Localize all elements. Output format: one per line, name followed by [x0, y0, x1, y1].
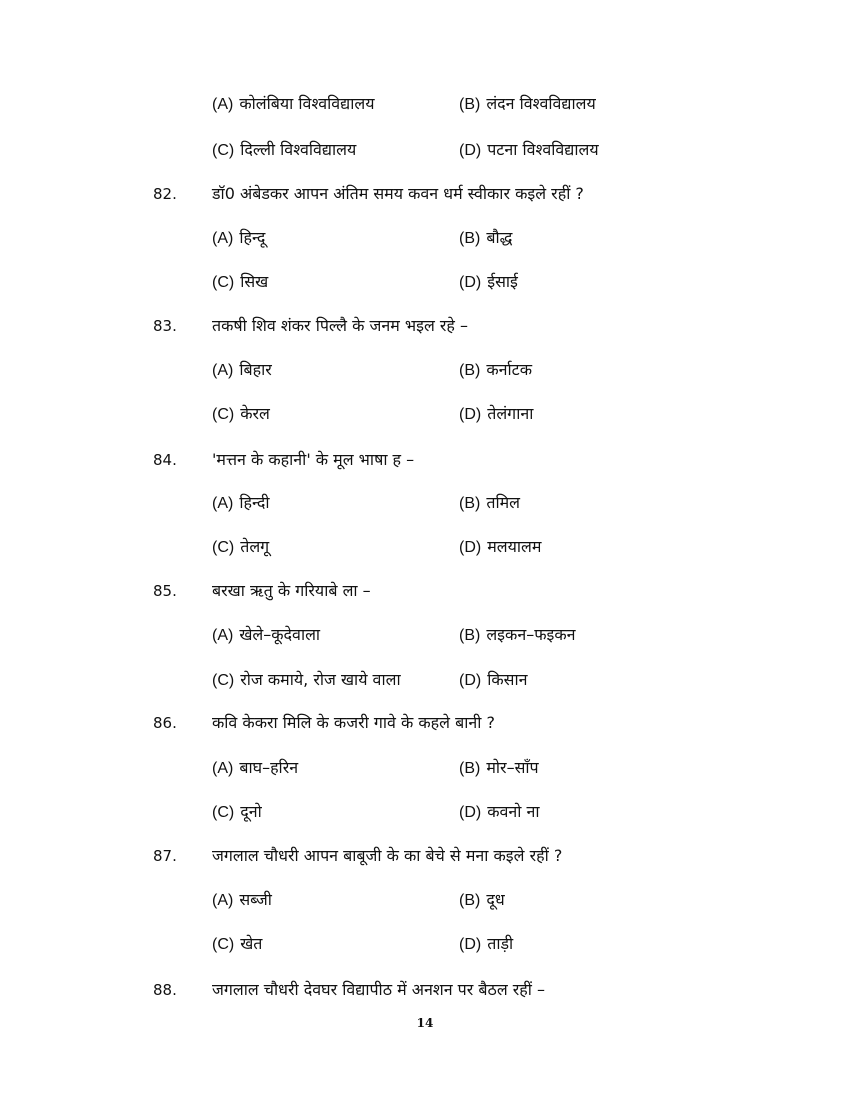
option-letter: (C)	[212, 274, 235, 291]
option-text: खेत	[240, 934, 263, 953]
option-c	[212, 400, 270, 429]
option-letter: (C)	[212, 936, 235, 953]
option-a	[212, 489, 270, 518]
option-b	[459, 224, 512, 253]
option-text: केरल	[240, 404, 270, 423]
option-row	[0, 886, 850, 914]
option-letter: (B)	[459, 495, 481, 512]
option-text: कर्नाटक	[486, 360, 532, 379]
question-number: 87.	[153, 847, 177, 865]
option-letter: (A)	[212, 760, 234, 777]
option-text: दूनो	[240, 802, 262, 821]
option-row	[0, 400, 850, 428]
option-letter: (B)	[459, 362, 481, 379]
option-letter: (D)	[459, 406, 482, 423]
option-c	[212, 798, 262, 827]
question-82	[0, 180, 850, 208]
option-letter: (D)	[459, 539, 482, 556]
question-text: जगलाल चौधरी देवघर विद्यापीठ में अनशन पर बैठल रहीं –	[212, 980, 546, 999]
option-text: किसान	[487, 670, 528, 689]
option-letter: (A)	[212, 230, 234, 247]
question-number: 84.	[153, 451, 177, 469]
option-text: हिन्दू	[239, 228, 266, 247]
option-row	[0, 533, 850, 561]
option-d	[459, 666, 528, 695]
option-row	[0, 90, 850, 118]
option-row	[0, 489, 850, 517]
option-letter: (C)	[212, 142, 235, 159]
option-c	[212, 533, 269, 562]
question-text: तकषी शिव शंकर पिल्लै के जनम भइल रहे –	[212, 316, 469, 335]
option-row	[0, 268, 850, 296]
option-a	[212, 224, 265, 253]
option-d	[459, 798, 540, 827]
option-b	[459, 356, 532, 385]
option-letter: (A)	[212, 892, 234, 909]
option-letter: (C)	[212, 406, 235, 423]
option-letter: (A)	[212, 362, 234, 379]
question-text: डॉ0 अंबेडकर आपन अंतिम समय कवन धर्म स्वीकार कइले रहीं ?	[212, 184, 584, 203]
option-text: खेले–कूदेवाला	[239, 625, 321, 644]
option-b	[459, 886, 505, 915]
option-c	[212, 136, 356, 165]
option-d	[459, 268, 518, 297]
option-row	[0, 754, 850, 782]
option-row	[0, 224, 850, 252]
option-text: ताड़ी	[487, 934, 514, 953]
page-number: 14	[416, 1016, 434, 1030]
option-b	[459, 90, 596, 119]
question-84	[0, 446, 850, 474]
option-a	[212, 356, 272, 385]
option-text: लंदन विश्वविद्यालय	[486, 94, 596, 113]
question-text: कवि केकरा मिलि के कजरी गावे के कहले बानी ?	[212, 713, 495, 732]
option-text: पटना विश्वविद्यालय	[487, 140, 599, 159]
option-text: तमिल	[486, 493, 521, 512]
question-number: 85.	[153, 582, 177, 600]
option-d	[459, 400, 533, 429]
option-letter: (B)	[459, 760, 481, 777]
option-letter: (C)	[212, 672, 235, 689]
question-85	[0, 577, 850, 605]
option-letter: (D)	[459, 936, 482, 953]
question-88	[0, 976, 850, 1004]
option-letter: (B)	[459, 230, 481, 247]
option-letter: (C)	[212, 539, 235, 556]
option-letter: (B)	[459, 627, 481, 644]
option-letter: (B)	[459, 892, 481, 909]
option-text: बिहार	[239, 360, 272, 379]
option-row	[0, 136, 850, 164]
option-c	[212, 930, 262, 959]
option-text: सब्जी	[239, 890, 272, 909]
option-b	[459, 621, 576, 650]
option-letter: (C)	[212, 804, 235, 821]
question-83	[0, 312, 850, 340]
option-d	[459, 136, 599, 165]
option-text: तेलगू	[240, 537, 270, 556]
option-letter: (A)	[212, 96, 234, 113]
option-text: कवनो ना	[487, 802, 540, 821]
option-text: सिख	[240, 272, 269, 291]
option-letter: (A)	[212, 627, 234, 644]
option-text: ईसाई	[487, 272, 518, 291]
option-letter: (D)	[459, 274, 482, 291]
option-row	[0, 930, 850, 958]
option-a	[212, 754, 298, 783]
option-b	[459, 754, 539, 783]
option-row	[0, 666, 850, 694]
question-text: जगलाल चौधरी आपन बाबूजी के का बेचे से मना कइले रहीं ?	[212, 846, 563, 865]
option-c	[212, 666, 401, 695]
option-a	[212, 886, 272, 915]
option-text: दूध	[486, 890, 505, 909]
option-text: रोज कमाये, रोज खाये वाला	[240, 670, 401, 689]
question-number: 83.	[153, 317, 177, 335]
option-row	[0, 356, 850, 384]
option-text: दिल्ली विश्वविद्यालय	[240, 140, 357, 159]
question-87	[0, 842, 850, 870]
option-letter: (D)	[459, 142, 482, 159]
question-text: 'मत्तन के कहानी' के मूल भाषा ह –	[212, 450, 415, 469]
option-letter: (D)	[459, 672, 482, 689]
question-number: 88.	[153, 981, 177, 999]
option-row	[0, 621, 850, 649]
option-letter: (A)	[212, 495, 234, 512]
option-b	[459, 489, 520, 518]
option-text: हिन्दी	[239, 493, 270, 512]
option-a	[212, 90, 375, 119]
option-d	[459, 930, 513, 959]
option-text: तेलंगाना	[487, 404, 534, 423]
option-a	[212, 621, 320, 650]
option-text: कोलंबिया विश्वविद्यालय	[239, 94, 375, 113]
question-text: बरखा ऋतु के गरियाबे ला –	[212, 581, 371, 600]
option-letter: (D)	[459, 804, 482, 821]
option-row	[0, 798, 850, 826]
option-letter: (B)	[459, 96, 481, 113]
option-text: मोर–साँप	[486, 758, 539, 777]
question-number: 86.	[153, 714, 177, 732]
option-d	[459, 533, 541, 562]
option-text: बाघ–हरिन	[239, 758, 299, 777]
question-number: 82.	[153, 185, 177, 203]
option-text: मलयालम	[487, 537, 542, 556]
option-text: बौद्ध	[486, 228, 513, 247]
question-86	[0, 709, 850, 737]
option-text: लइकन–फइकन	[486, 625, 576, 644]
option-c	[212, 268, 268, 297]
